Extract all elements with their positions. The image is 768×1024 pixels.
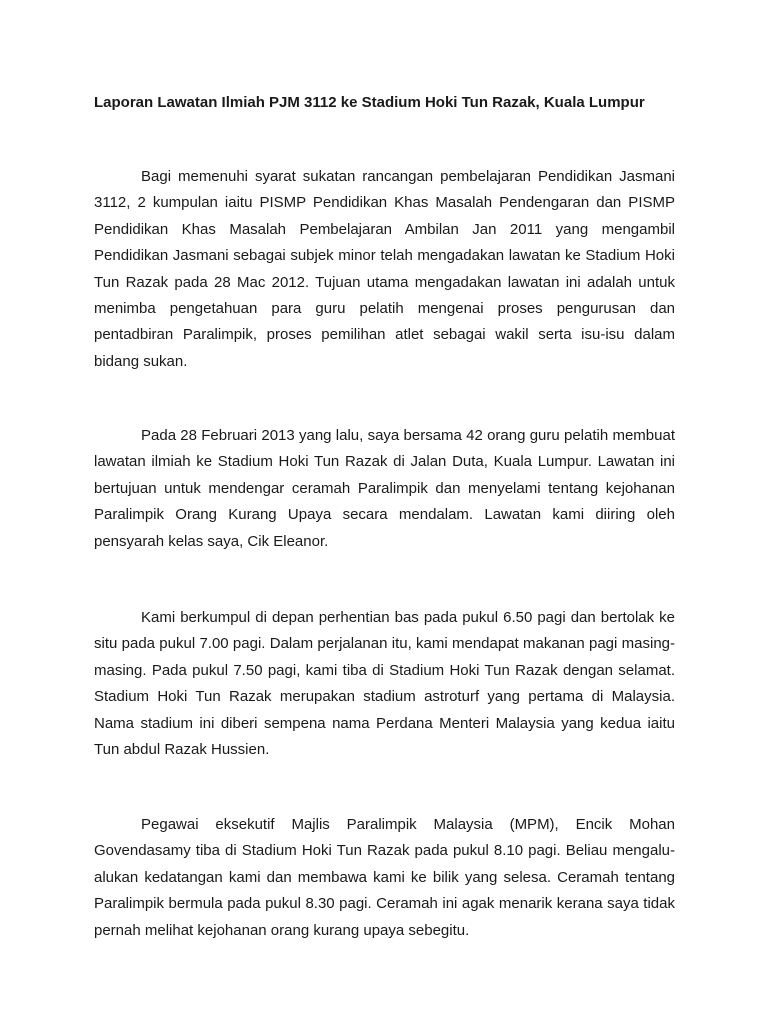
document-title: Laporan Lawatan Ilmiah PJM 3112 ke Stadium Hoki Tun Razak, Kuala Lumpur <box>94 94 645 111</box>
paragraph-4: Pegawai eksekutif Majlis Paralimpik Malaysia (MPM), Encik Mohan Govendasamy tiba di Stadium Hoki Tun Razak pada pukul 8.10 pagi. Beliau mengalu-alukan kedatangan kami dan membawa kami ke bilik yang selesa. Ceramah tentang Paralimpik bermula pada pukul 8.30 pagi. Ceramah ini agak menarik kerana saya tidak pernah melihat kejohanan orang kurang upaya sebegitu. <box>94 816 675 939</box>
paragraph-2: Pada 28 Februari 2013 yang lalu, saya bersama 42 orang guru pelatih membuat lawatan ilmiah ke Stadium Hoki Tun Razak di Jalan Duta, Kuala Lumpur. Lawatan ini bertujuan untuk mendengar ceramah Paralimpik dan menyelami tentang kejohanan Paralimpik Orang Kurang Upaya secara mendalam. Lawatan kami diiring oleh pensyarah kelas saya, Cik Eleanor. <box>94 427 675 550</box>
paragraph-3: Kami berkumpul di depan perhentian bas pada pukul 6.50 pagi dan bertolak ke situ pada pukul 7.00 pagi. Dalam perjalanan itu, kami mendapat makanan pagi masing-masing. Pada pukul 7.50 pagi, kami tiba di Stadium Hoki Tun Razak dengan selamat. Stadium Hoki Tun Razak merupakan stadium astroturf yang pertama di Malaysia. Nama stadium ini diberi sempena nama Perdana Menteri Malaysia yang kedua iaitu Tun abdul Razak Hussien. <box>94 609 675 759</box>
paragraph-1: Bagi memenuhi syarat sukatan rancangan pembelajaran Pendidikan Jasmani 3112, 2 kumpulan iaitu PISMP Pendidikan Khas Masalah Pendengaran dan PISMP Pendidikan Khas Masalah Pembelajaran Ambilan Jan 2011 yang mengambil Pendidikan Jasmani sebagai subjek minor telah mengadakan lawatan ke Stadium Hoki Tun Razak pada 28 Mac 2012. Tujuan utama mengadakan lawatan ini adalah untuk menimba pengetahuan para guru pelatih mengenai proses pengurusan dan pentadbiran Paralimpik, proses pemilihan atlet sebagai wakil serta isu-isu dalam bidang sukan. <box>94 168 675 370</box>
